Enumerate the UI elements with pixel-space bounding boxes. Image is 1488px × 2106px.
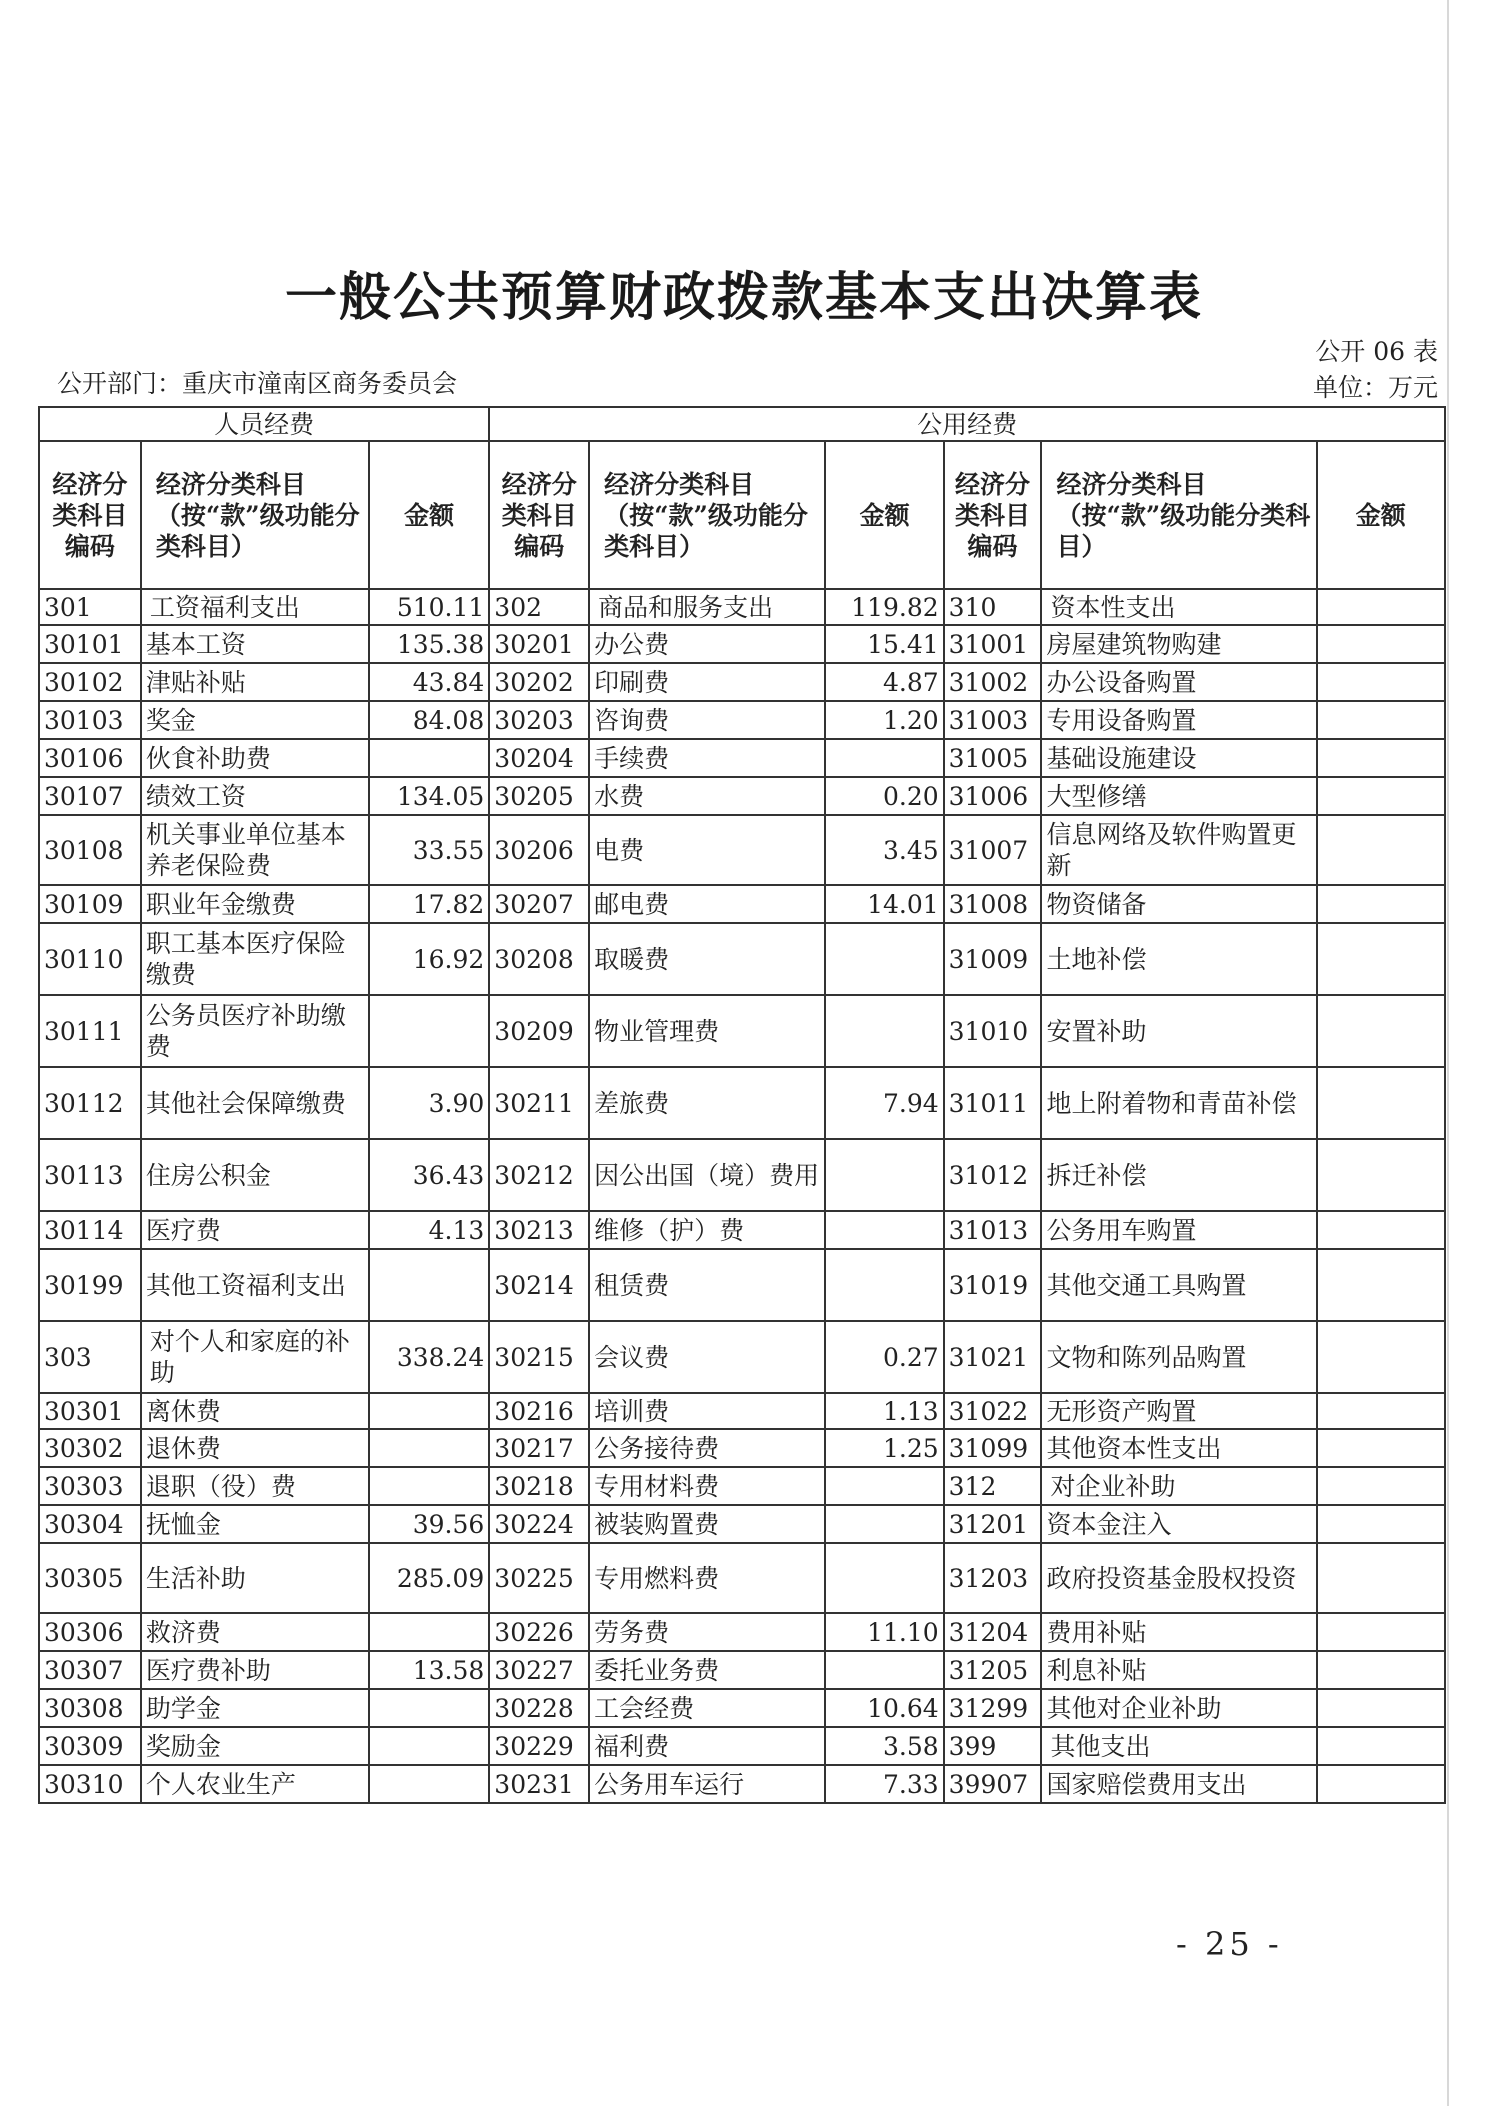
cell-amount (825, 923, 943, 995)
cell-amount: 16.92 (369, 923, 489, 995)
cell-code: 30214 (489, 1249, 589, 1321)
cell-name: 水费 (589, 777, 825, 815)
cell-name: 被装购置费 (589, 1505, 825, 1543)
cell-code: 30107 (39, 777, 141, 815)
form-number: 公开 06 表 (1315, 337, 1438, 366)
cell-name: 房屋建筑物购建 (1041, 625, 1316, 663)
cell-amount: 13.58 (369, 1651, 489, 1689)
cell-code: 30113 (39, 1139, 141, 1211)
table-row (39, 1543, 1445, 1613)
cell-amount (1317, 1467, 1445, 1505)
group-public: 公用经费 (489, 407, 1445, 441)
cell-code: 30201 (489, 625, 589, 663)
header-name: 经济分类科目（按“款”级功能分类科目） (1041, 441, 1316, 589)
cell-amount: 43.84 (369, 663, 489, 701)
cell-code: 30209 (489, 995, 589, 1067)
cell-code: 301 (39, 589, 141, 625)
cell-name: 资本性支出 (1041, 589, 1316, 625)
cell-amount (1317, 1211, 1445, 1249)
cell-code: 30226 (489, 1613, 589, 1651)
cell-amount: 14.01 (825, 885, 943, 923)
cell-code: 30224 (489, 1505, 589, 1543)
table-row (39, 739, 1445, 777)
cell-name: 专用燃料费 (589, 1543, 825, 1613)
cell-amount: 7.94 (825, 1067, 943, 1139)
cell-code: 30207 (489, 885, 589, 923)
cell-name: 文物和陈列品购置 (1041, 1321, 1316, 1393)
cell-amount (1317, 1139, 1445, 1211)
cell-amount (825, 1249, 943, 1321)
cell-amount (1317, 777, 1445, 815)
cell-code: 302 (489, 589, 589, 625)
cell-code: 31007 (944, 815, 1042, 885)
cell-amount (1317, 1727, 1445, 1765)
cell-amount: 338.24 (369, 1321, 489, 1393)
cell-name: 津贴补贴 (141, 663, 369, 701)
cell-code: 30111 (39, 995, 141, 1067)
header-code: 经济分类科目编码 (489, 441, 589, 589)
cell-code: 30106 (39, 739, 141, 777)
expenditure-table (38, 406, 1446, 1804)
cell-amount: 15.41 (825, 625, 943, 663)
cell-code: 30301 (39, 1393, 141, 1429)
cell-amount (1317, 589, 1445, 625)
cell-amount: 0.27 (825, 1321, 943, 1393)
cell-name: 福利费 (589, 1727, 825, 1765)
cell-name: 维修（护）费 (589, 1211, 825, 1249)
cell-code: 30109 (39, 885, 141, 923)
cell-code: 30308 (39, 1689, 141, 1727)
header-name: 经济分类科目（按“款”级功能分类科目） (589, 441, 825, 589)
cell-name: 基本工资 (141, 625, 369, 663)
cell-code: 30206 (489, 815, 589, 885)
cell-code: 31019 (944, 1249, 1042, 1321)
table-row (39, 1651, 1445, 1689)
cell-code: 30213 (489, 1211, 589, 1249)
cell-amount: 10.64 (825, 1689, 943, 1727)
table-row (39, 663, 1445, 701)
cell-amount (369, 739, 489, 777)
cell-amount: 1.25 (825, 1429, 943, 1467)
cell-amount (369, 1249, 489, 1321)
cell-name: 医疗费 (141, 1211, 369, 1249)
group-header-row (39, 407, 1445, 441)
cell-amount (369, 1429, 489, 1467)
cell-name: 其他支出 (1041, 1727, 1316, 1765)
cell-name: 公务用车购置 (1041, 1211, 1316, 1249)
cell-name: 公务接待费 (589, 1429, 825, 1467)
cell-name: 公务用车运行 (589, 1765, 825, 1803)
table-row (39, 589, 1445, 625)
cell-name: 大型修缮 (1041, 777, 1316, 815)
cell-amount (1317, 625, 1445, 663)
cell-amount (825, 1211, 943, 1249)
table-row (39, 1211, 1445, 1249)
cell-amount: 11.10 (825, 1613, 943, 1651)
cell-code: 39907 (944, 1765, 1042, 1803)
cell-amount: 3.58 (825, 1727, 943, 1765)
table-row (39, 1067, 1445, 1139)
cell-name: 工会经费 (589, 1689, 825, 1727)
column-header-row (39, 441, 1445, 589)
header-name: 经济分类科目（按“款”级功能分类科目） (141, 441, 369, 589)
cell-code: 31006 (944, 777, 1042, 815)
cell-amount (1317, 1505, 1445, 1543)
cell-amount (369, 1613, 489, 1651)
cell-code: 30229 (489, 1727, 589, 1765)
cell-amount: 17.82 (369, 885, 489, 923)
cell-name: 政府投资基金股权投资 (1041, 1543, 1316, 1613)
cell-name: 其他资本性支出 (1041, 1429, 1316, 1467)
cell-code: 30108 (39, 815, 141, 885)
table-row (39, 1689, 1445, 1727)
cell-name: 机关事业单位基本养老保险费 (141, 815, 369, 885)
cell-code: 31011 (944, 1067, 1042, 1139)
cell-amount (1317, 923, 1445, 995)
cell-name: 基础设施建设 (1041, 739, 1316, 777)
cell-name: 职工基本医疗保险缴费 (141, 923, 369, 995)
cell-code: 31002 (944, 663, 1042, 701)
cell-amount (1317, 739, 1445, 777)
cell-code: 30101 (39, 625, 141, 663)
cell-name: 公务员医疗补助缴费 (141, 995, 369, 1067)
cell-code: 30304 (39, 1505, 141, 1543)
cell-amount (825, 739, 943, 777)
cell-code: 30110 (39, 923, 141, 995)
cell-amount (1317, 995, 1445, 1067)
table-row (39, 1467, 1445, 1505)
cell-amount: 3.45 (825, 815, 943, 885)
table-row (39, 701, 1445, 739)
cell-name: 对企业补助 (1041, 1467, 1316, 1505)
cell-name: 拆迁补偿 (1041, 1139, 1316, 1211)
cell-amount (1317, 1651, 1445, 1689)
cell-name: 其他对企业补助 (1041, 1689, 1316, 1727)
cell-amount: 1.20 (825, 701, 943, 739)
cell-amount: 134.05 (369, 777, 489, 815)
cell-name: 因公出国（境）费用 (589, 1139, 825, 1211)
cell-code: 30228 (489, 1689, 589, 1727)
table-row (39, 815, 1445, 885)
cell-name: 其他工资福利支出 (141, 1249, 369, 1321)
table-row (39, 1429, 1445, 1467)
cell-amount (1317, 1613, 1445, 1651)
cell-code: 30204 (489, 739, 589, 777)
cell-code: 30310 (39, 1765, 141, 1803)
cell-name: 土地补偿 (1041, 923, 1316, 995)
cell-amount (825, 1139, 943, 1211)
table-row (39, 1393, 1445, 1429)
cell-code: 31010 (944, 995, 1042, 1067)
cell-code: 30307 (39, 1651, 141, 1689)
department-label: 公开部门：重庆市潼南区商务委员会 (57, 369, 458, 398)
page-number: - 25 - (1176, 1925, 1283, 1963)
cell-name: 劳务费 (589, 1613, 825, 1651)
cell-amount (1317, 1543, 1445, 1613)
cell-name: 咨询费 (589, 701, 825, 739)
cell-name: 委托业务费 (589, 1651, 825, 1689)
cell-amount (825, 1543, 943, 1613)
cell-name: 奖励金 (141, 1727, 369, 1765)
table-row (39, 1613, 1445, 1651)
cell-code: 31013 (944, 1211, 1042, 1249)
cell-name: 住房公积金 (141, 1139, 369, 1211)
cell-amount: 3.90 (369, 1067, 489, 1139)
cell-amount (1317, 1067, 1445, 1139)
cell-code: 31008 (944, 885, 1042, 923)
cell-code: 31205 (944, 1651, 1042, 1689)
cell-amount (1317, 815, 1445, 885)
table-row (39, 885, 1445, 923)
cell-name: 绩效工资 (141, 777, 369, 815)
cell-name: 费用补贴 (1041, 1613, 1316, 1651)
cell-amount (1317, 701, 1445, 739)
cell-name: 退职（役）费 (141, 1467, 369, 1505)
cell-code: 31204 (944, 1613, 1042, 1651)
table-row (39, 1321, 1445, 1393)
cell-name: 救济费 (141, 1613, 369, 1651)
cell-name: 抚恤金 (141, 1505, 369, 1543)
cell-name: 医疗费补助 (141, 1651, 369, 1689)
cell-code: 30114 (39, 1211, 141, 1249)
cell-code: 30211 (489, 1067, 589, 1139)
cell-code: 31021 (944, 1321, 1042, 1393)
cell-amount (1317, 1321, 1445, 1393)
cell-amount: 36.43 (369, 1139, 489, 1211)
cell-name: 差旅费 (589, 1067, 825, 1139)
cell-name: 取暖费 (589, 923, 825, 995)
cell-name: 专用设备购置 (1041, 701, 1316, 739)
cell-amount (1317, 1689, 1445, 1727)
unit-label: 单位：万元 (1312, 373, 1438, 402)
cell-name: 物资储备 (1041, 885, 1316, 923)
cell-name: 其他交通工具购置 (1041, 1249, 1316, 1321)
cell-code: 30202 (489, 663, 589, 701)
cell-code: 30103 (39, 701, 141, 739)
cell-amount: 4.13 (369, 1211, 489, 1249)
cell-amount (825, 1505, 943, 1543)
cell-amount (825, 995, 943, 1067)
cell-amount (825, 1651, 943, 1689)
table-row (39, 625, 1445, 663)
cell-name: 物业管理费 (589, 995, 825, 1067)
cell-amount (369, 1393, 489, 1429)
cell-code: 30309 (39, 1727, 141, 1765)
cell-code: 31001 (944, 625, 1042, 663)
cell-amount (1317, 1429, 1445, 1467)
cell-code: 310 (944, 589, 1042, 625)
header-amount: 金额 (825, 441, 943, 589)
table-row (39, 1139, 1445, 1211)
cell-name: 租赁费 (589, 1249, 825, 1321)
cell-amount: 39.56 (369, 1505, 489, 1543)
cell-amount (825, 1467, 943, 1505)
cell-amount: 0.20 (825, 777, 943, 815)
cell-code: 30231 (489, 1765, 589, 1803)
cell-amount: 510.11 (369, 589, 489, 625)
cell-code: 30216 (489, 1393, 589, 1429)
cell-name: 印刷费 (589, 663, 825, 701)
cell-name: 手续费 (589, 739, 825, 777)
cell-code: 30199 (39, 1249, 141, 1321)
cell-code: 30306 (39, 1613, 141, 1651)
cell-name: 办公费 (589, 625, 825, 663)
cell-code: 31099 (944, 1429, 1042, 1467)
cell-code: 31299 (944, 1689, 1042, 1727)
cell-name: 助学金 (141, 1689, 369, 1727)
cell-amount: 285.09 (369, 1543, 489, 1613)
cell-name: 生活补助 (141, 1543, 369, 1613)
cell-amount (369, 1467, 489, 1505)
cell-name: 信息网络及软件购置更新 (1041, 815, 1316, 885)
table-row (39, 777, 1445, 815)
cell-name: 奖金 (141, 701, 369, 739)
header-code: 经济分类科目编码 (39, 441, 141, 589)
cell-code: 30305 (39, 1543, 141, 1613)
table-row (39, 995, 1445, 1067)
cell-amount (369, 1689, 489, 1727)
cell-code: 30205 (489, 777, 589, 815)
cell-name: 办公设备购置 (1041, 663, 1316, 701)
cell-code: 31022 (944, 1393, 1042, 1429)
header-code: 经济分类科目编码 (944, 441, 1042, 589)
cell-code: 30208 (489, 923, 589, 995)
cell-code: 399 (944, 1727, 1042, 1765)
cell-name: 退休费 (141, 1429, 369, 1467)
cell-code: 30225 (489, 1543, 589, 1613)
cell-code: 30217 (489, 1429, 589, 1467)
cell-name: 安置补助 (1041, 995, 1316, 1067)
cell-amount (369, 1765, 489, 1803)
cell-amount: 1.13 (825, 1393, 943, 1429)
cell-name: 邮电费 (589, 885, 825, 923)
cell-name: 资本金注入 (1041, 1505, 1316, 1543)
cell-code: 303 (39, 1321, 141, 1393)
page-title: 一般公共预算财政拨款基本支出决算表 (284, 268, 1203, 328)
cell-code: 31203 (944, 1543, 1042, 1613)
cell-amount: 135.38 (369, 625, 489, 663)
cell-code: 30102 (39, 663, 141, 701)
cell-name: 电费 (589, 815, 825, 885)
cell-code: 30302 (39, 1429, 141, 1467)
cell-code: 31003 (944, 701, 1042, 739)
cell-name: 离休费 (141, 1393, 369, 1429)
cell-name: 个人农业生产 (141, 1765, 369, 1803)
table-row (39, 923, 1445, 995)
cell-name: 专用材料费 (589, 1467, 825, 1505)
table-row (39, 1505, 1445, 1543)
cell-code: 31012 (944, 1139, 1042, 1211)
cell-code: 312 (944, 1467, 1042, 1505)
cell-name: 无形资产购置 (1041, 1393, 1316, 1429)
cell-code: 30227 (489, 1651, 589, 1689)
cell-code: 30212 (489, 1139, 589, 1211)
header-amount: 金额 (1317, 441, 1445, 589)
cell-amount: 84.08 (369, 701, 489, 739)
cell-name: 职业年金缴费 (141, 885, 369, 923)
cell-amount: 33.55 (369, 815, 489, 885)
table-row (39, 1765, 1445, 1803)
cell-code: 30303 (39, 1467, 141, 1505)
table-row (39, 1727, 1445, 1765)
cell-code: 30218 (489, 1467, 589, 1505)
cell-name: 培训费 (589, 1393, 825, 1429)
header-amount: 金额 (369, 441, 489, 589)
cell-code: 31009 (944, 923, 1042, 995)
cell-name: 工资福利支出 (141, 589, 369, 625)
cell-amount: 4.87 (825, 663, 943, 701)
cell-amount (1317, 885, 1445, 923)
group-personnel: 人员经费 (39, 407, 489, 441)
cell-name: 伙食补助费 (141, 739, 369, 777)
table-row (39, 1249, 1445, 1321)
cell-name: 其他社会保障缴费 (141, 1067, 369, 1139)
cell-name: 地上附着物和青苗补偿 (1041, 1067, 1316, 1139)
cell-code: 30112 (39, 1067, 141, 1139)
cell-amount: 7.33 (825, 1765, 943, 1803)
cell-code: 31005 (944, 739, 1042, 777)
cell-amount: 119.82 (825, 589, 943, 625)
cell-amount (1317, 1765, 1445, 1803)
cell-amount (1317, 663, 1445, 701)
cell-name: 会议费 (589, 1321, 825, 1393)
cell-code: 30215 (489, 1321, 589, 1393)
cell-name: 商品和服务支出 (589, 589, 825, 625)
cell-amount (369, 1727, 489, 1765)
cell-name: 对个人和家庭的补助 (141, 1321, 369, 1393)
cell-name: 国家赔偿费用支出 (1041, 1765, 1316, 1803)
cell-amount (1317, 1393, 1445, 1429)
cell-code: 30203 (489, 701, 589, 739)
cell-code: 31201 (944, 1505, 1042, 1543)
cell-name: 利息补贴 (1041, 1651, 1316, 1689)
cell-amount (369, 995, 489, 1067)
cell-amount (1317, 1249, 1445, 1321)
